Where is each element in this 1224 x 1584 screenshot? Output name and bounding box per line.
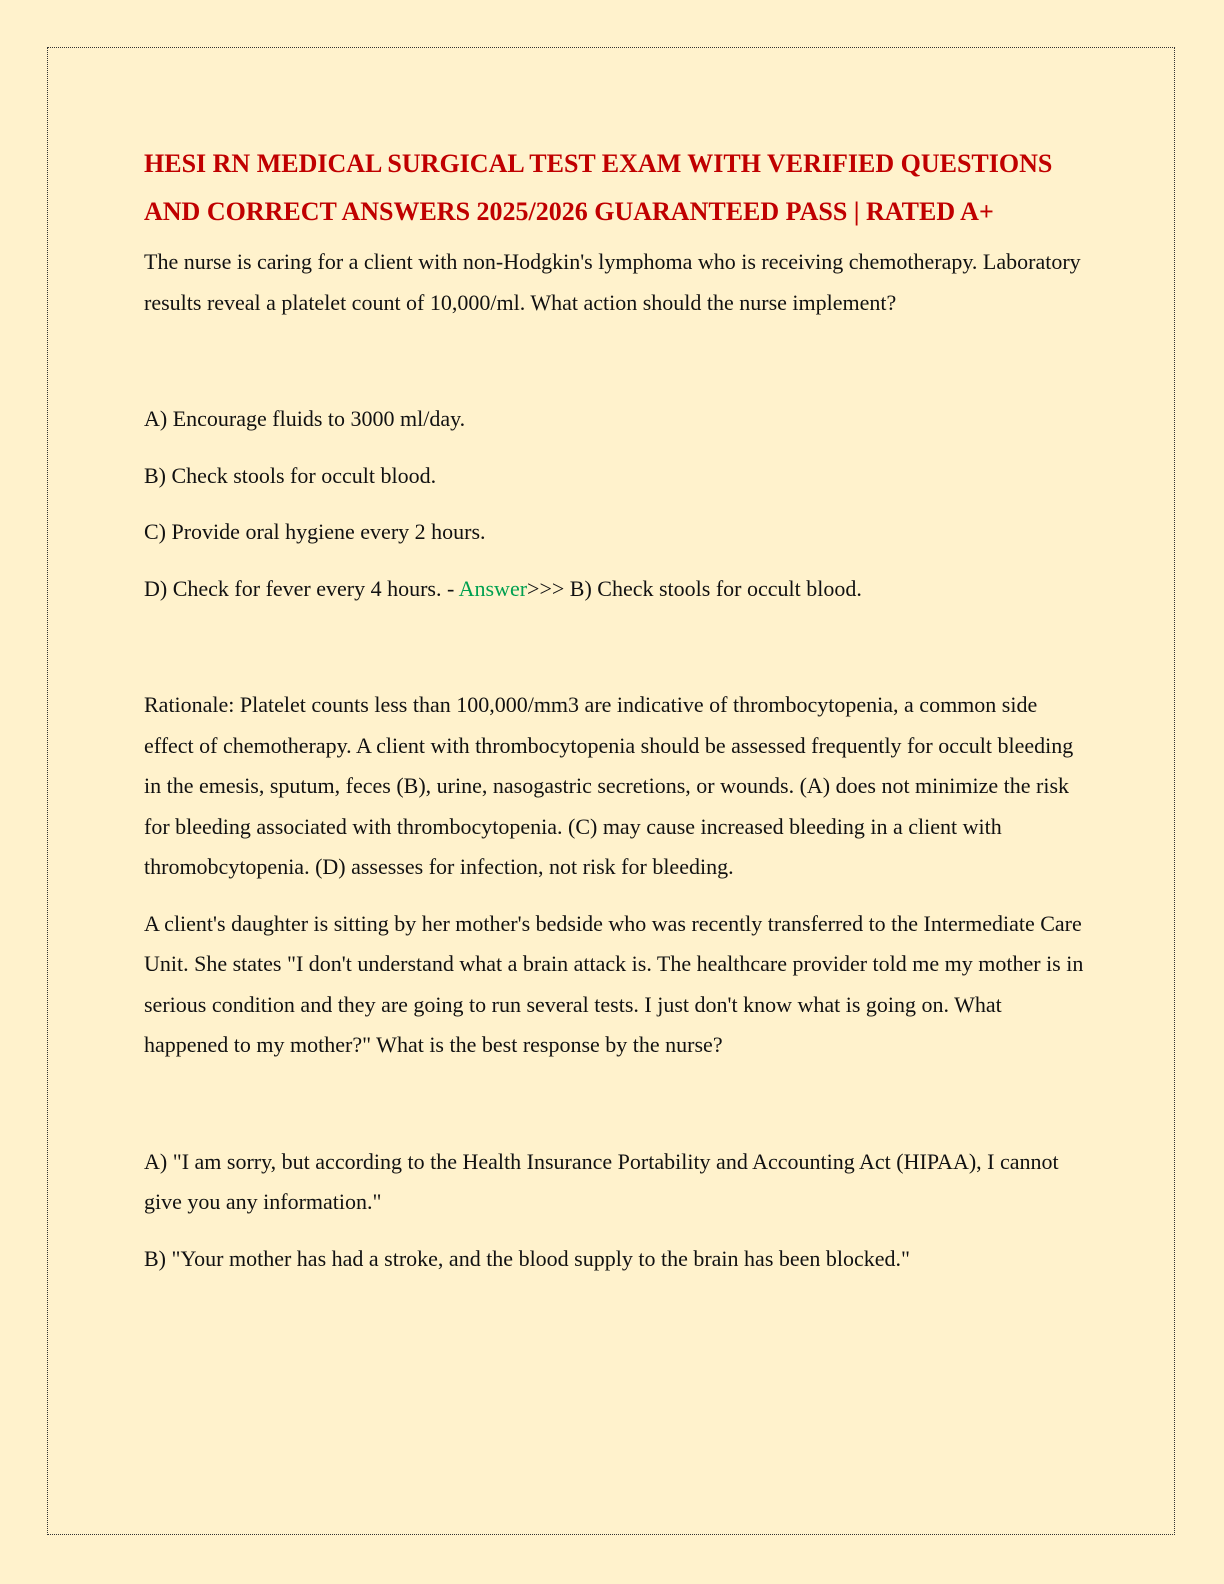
answer-label: Answer — [458, 575, 528, 601]
document-title: HESI RN MEDICAL SURGICAL TEST EXAM WITH VERIFIED QUESTIONS AND CORRECT ANSWERS 2025/2026 GUARANTEED PASS | RATED A+ — [144, 149, 1053, 226]
question-1-text: The nurse is caring for a client with non-Hodgkin's lymphoma who is receiving chemotherapy. Laboratory results reveal a platelet count of 10,000/ml. What action should the nurse implement? — [144, 249, 1081, 315]
question-1-option-d: D) Check for fever every 4 hours. - — [144, 575, 459, 601]
question-1-option-b: B) Check stools for occult blood. — [144, 462, 437, 488]
document-body — [144, 140, 1084, 1279]
question-1-option-d-line — [144, 569, 1084, 610]
question-1-option-c: C) Provide oral hygiene every 2 hours. — [144, 519, 486, 544]
question-2-option-a: A) "I am sorry, but according to the Health Insurance Portability and Accounting Act (HIPAA), I cannot give you any information." — [144, 1148, 1059, 1214]
question-2-text: A client's daughter is sitting by her mother's bedside who was recently transferred to the Intermediate Care Unit. She states "I don't understand what a brain attack is. The healthcare provider told me my mother is in serious condition and they are going to run several tests. I just don't know what is going on. What happened to my mother?" What is the best response by the nurse? — [144, 910, 1084, 1057]
question-1-rationale: Rationale: Platelet counts less than 100,000/mm3 are indicative of thrombocytopenia, a common side effect of chemotherapy. A client with thrombocytopenia should be assessed frequently for occult bleeding in the emesis, sputum, feces (B), urine, nasogastric secretions, or wounds. (A) does not minimize the risk for bleeding associated with thrombocytopenia. (C) may cause increased bleeding in a client with thromobcytopenia. (D) assesses for infection, not risk for bleeding. — [144, 692, 1074, 879]
question-2-option-b: B) "Your mother has had a stroke, and the blood supply to the brain has been blocked." — [144, 1245, 911, 1271]
question-1-option-a: A) Encourage fluids to 3000 ml/day. — [144, 406, 466, 431]
question-1-answer: >>> B) Check stools for occult blood. — [527, 575, 862, 601]
